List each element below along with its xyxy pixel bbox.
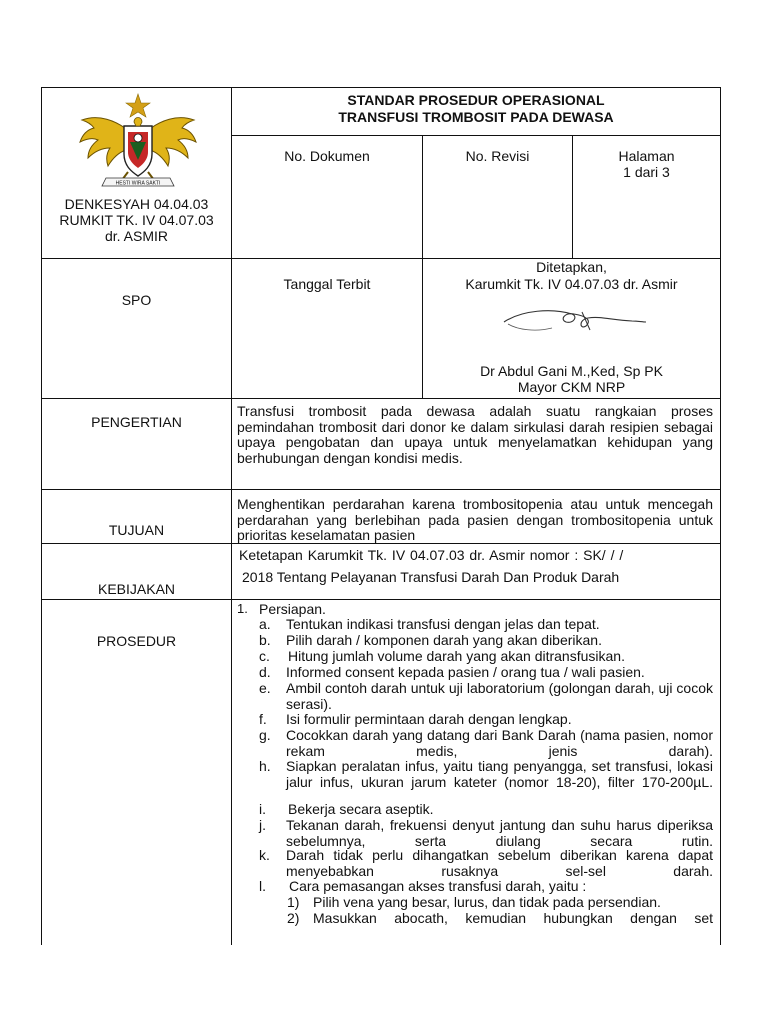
kebijakan-line2: 2018 Tentang Pelayanan Transfusi Darah Dan Produk Darah <box>242 569 620 585</box>
halaman-value: 1 dari 3 <box>623 164 670 180</box>
kebijakan-line1: Ketetapan Karumkit Tk. IV 04.07.03 dr. Asmir nomor : SK/ / / <box>239 547 624 563</box>
list-item <box>259 818 713 850</box>
list-item-label: i. <box>259 801 266 817</box>
list-item <box>259 728 713 760</box>
tujuan-text: Menghentikan perdarahan karena trombositopenia atau untuk mencegah perdarahan yang berlebihan pada pasien dengan trombositopenia untuk prioritas keselamatan pasien <box>237 496 713 544</box>
list-item-label: f. <box>259 711 267 727</box>
list-item-text: Informed consent kepada pasien / orang tua / wali pasien. <box>286 664 645 680</box>
list-item-text: Tekanan darah, frekuensi denyut jantung dan suhu harus diperiksa sebelumnya, serta diulang secara rutin. <box>286 817 713 849</box>
ditetapkan-label: Ditetapkan, <box>536 259 607 275</box>
list-item-label: k. <box>259 847 270 863</box>
spo-label: SPO <box>121 292 152 308</box>
sub-list-item-label: 1) <box>287 894 300 910</box>
org-name-line1: DENKESYAH 04.04.03 <box>64 196 209 212</box>
list-item-text: Tentukan indikasi transfusi dengan jelas dan tepat. <box>286 616 600 632</box>
list-item-text: Bekerja secara aseptik. <box>288 801 434 817</box>
org-name-line3: dr. ASMIR <box>104 228 169 244</box>
sub-list-item <box>287 895 713 911</box>
sub-list-item-text: Masukkan abocath, kemudian hubungkan dengan set <box>313 910 713 926</box>
logo-motto: HESTI WIRA SAKTI <box>115 180 161 187</box>
list-item <box>259 759 713 807</box>
tanggal-terbit-label: Tanggal Terbit <box>283 276 371 292</box>
list-item-label: b. <box>259 632 271 648</box>
prosedur-label: PROSEDUR <box>96 633 177 649</box>
signer-name: Dr Abdul Gani M.,Ked, Sp PK <box>480 363 663 379</box>
signer-rank: Mayor CKM NRP <box>517 379 626 395</box>
list-item <box>259 712 713 728</box>
list-item-label: e. <box>259 680 271 696</box>
list-item <box>259 633 713 649</box>
pengertian-text: Transfusi trombosit pada dewasa adalah suatu rangkaian proses pemindahan trombosit dari donor ke dalam sirkulasi darah resipien sebagai upaya pengobatan dan upaya untuk menyelamatkan kehidupan yang berhubungan dengan kondisi medis. <box>237 403 713 466</box>
list-item-label: d. <box>259 664 271 680</box>
list-item-text: Hitung jumlah volume darah yang akan ditransfusikan. <box>288 648 625 664</box>
list-item-text: Isi formulir permintaan darah dengan lengkap. <box>286 711 572 727</box>
sub-list-item-label: 2) <box>287 910 300 926</box>
step-number: 1. <box>237 601 248 616</box>
list-item-label: l. <box>259 878 266 894</box>
list-item <box>259 848 713 880</box>
list-item <box>259 879 713 895</box>
kebijakan-label: KEBIJAKAN <box>97 581 176 597</box>
list-item-label: c. <box>259 648 270 664</box>
step-title: Persiapan. <box>259 601 326 617</box>
document-title-line2: TRANSFUSI TROMBOSIT PADA DEWASA <box>338 109 614 125</box>
list-item-text: Cocokkan darah yang datang dari Bank Darah (nama pasien, nomor rekam medis, jenis darah). <box>286 727 713 759</box>
tujuan-label: TUJUAN <box>108 522 165 538</box>
pengertian-label: PENGERTIAN <box>91 414 182 430</box>
handwritten-signature <box>482 300 662 340</box>
list-item-label: a. <box>259 616 271 632</box>
document-title-line1: STANDAR PROSEDUR OPERASIONAL <box>347 92 605 108</box>
sub-list-item <box>287 911 713 927</box>
list-item-text: Pilih darah / komponen darah yang akan diberikan. <box>286 632 602 648</box>
no-dokumen-label: No. Dokumen <box>284 148 370 164</box>
list-item-label: g. <box>259 727 271 743</box>
list-item <box>259 665 713 681</box>
org-name-line2: RUMKIT TK. IV 04.07.03 <box>59 212 214 228</box>
list-item-text: Darah tidak perlu dihangatkan sebelum diberikan karena dapat menyebabkan rusaknya sel-sel darah. <box>286 847 713 879</box>
sub-list-item-text: Pilih vena yang besar, lurus, dan tidak pada persendian. <box>313 894 661 910</box>
list-item <box>259 802 713 818</box>
list-item <box>259 681 713 713</box>
list-item-text: Cara pemasangan akses transfusi darah, yaitu : <box>289 878 587 894</box>
hesti-wira-sakti-emblem-logo <box>76 92 200 192</box>
list-item <box>259 617 713 633</box>
no-revisi-label: No. Revisi <box>465 148 530 164</box>
list-item-text: Ambil contoh darah untuk uji laboratorium (golongan darah, uji cocok serasi). <box>286 680 713 712</box>
list-item-label: h. <box>259 758 271 774</box>
signer-position: Karumkit Tk. IV 04.07.03 dr. Asmir <box>465 276 678 292</box>
list-item-text: Siapkan peralatan infus, yaitu tiang penyangga, set transfusi, lokasi jalur infus, ukuran jarum kateter (nomor 18-20), filter 170-200µL. <box>286 758 713 790</box>
list-item-label: j. <box>259 817 266 833</box>
halaman-label: Halaman <box>618 148 675 164</box>
list-item <box>259 649 713 665</box>
